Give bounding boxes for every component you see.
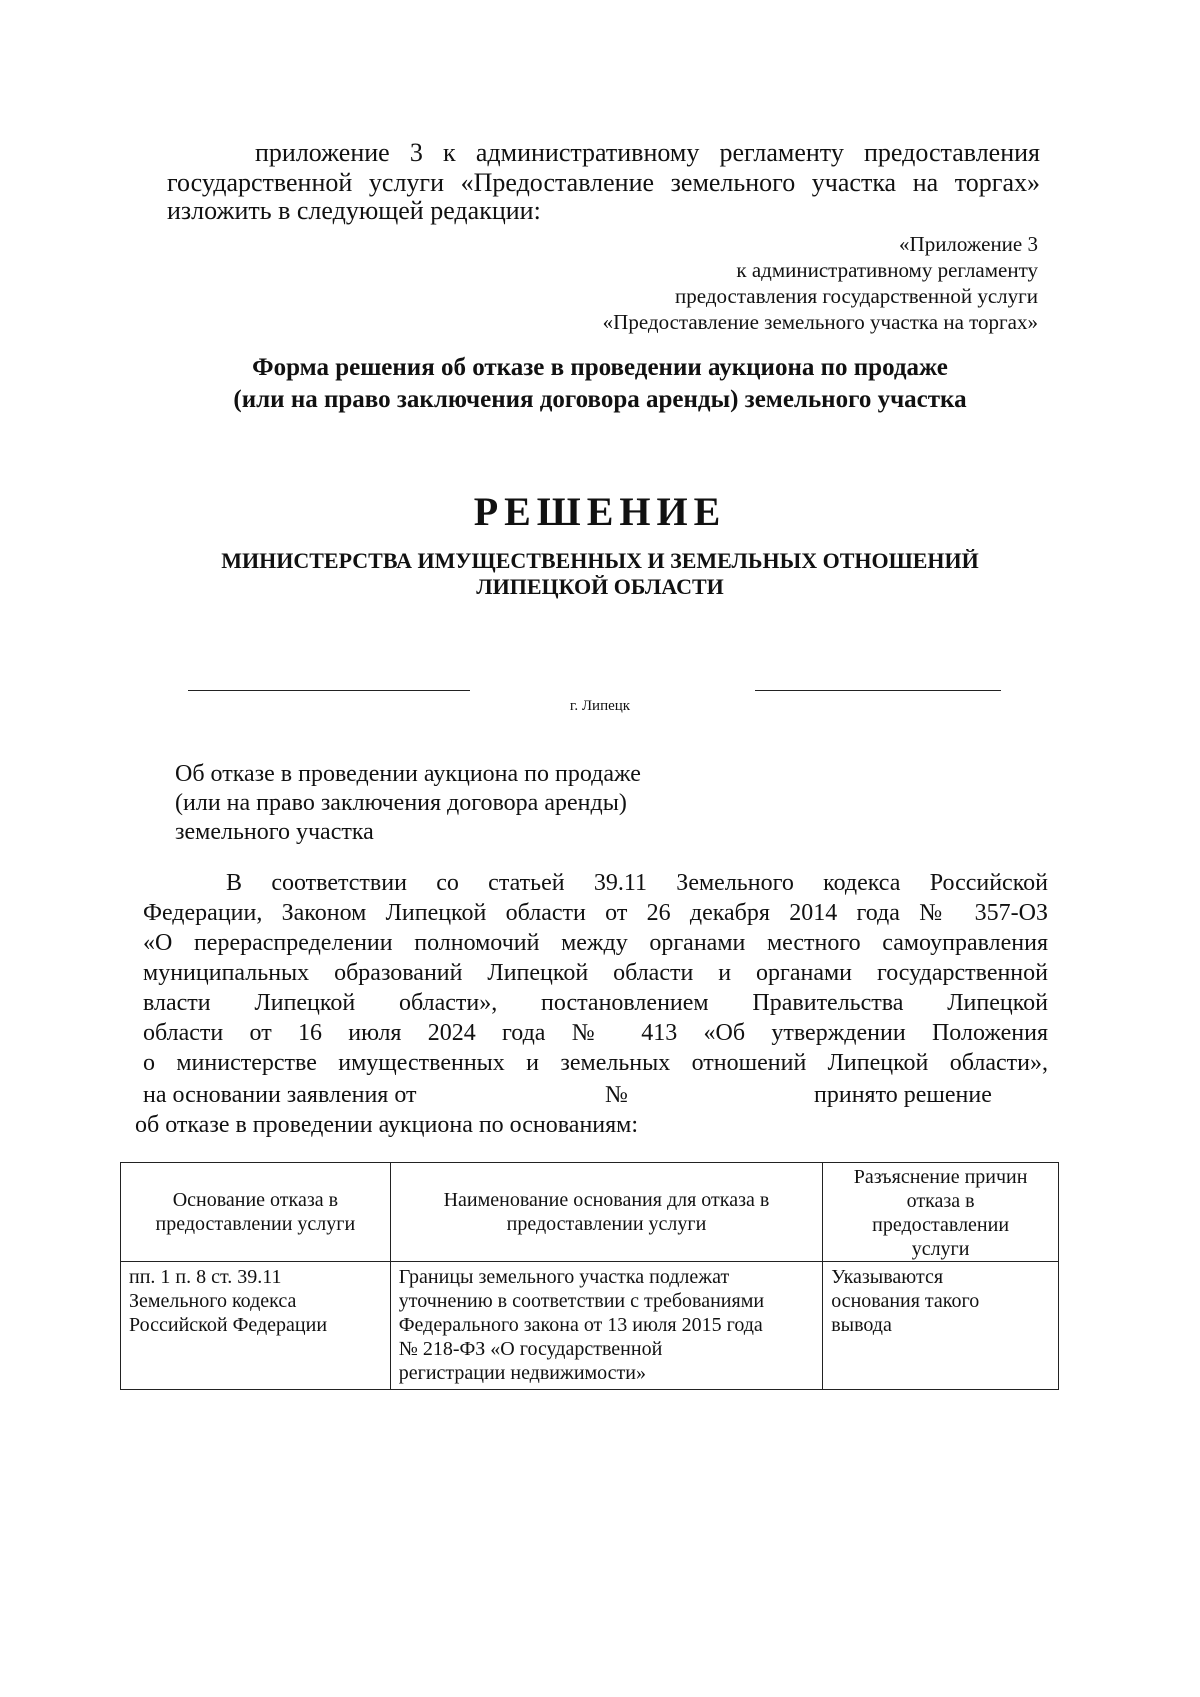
appendix-line-1: «Приложение 3 xyxy=(899,232,1038,256)
body-last-line: об отказе в проведении аукциона по основаниям: xyxy=(135,1112,639,1138)
intro-line-1: приложение 3 к административному регламенту предоставления xyxy=(255,138,1040,167)
appendix-line-3: предоставления государственной услуги xyxy=(675,284,1038,308)
appendix-line-4: «Предоставление земельного участка на торгах» xyxy=(602,310,1038,334)
subject-line-3: земельного участка xyxy=(175,819,374,845)
row-cell-explanation: Указываются основания такого вывода xyxy=(823,1262,1059,1390)
table-header-row xyxy=(121,1163,1059,1262)
row-cell-name: Границы земельного участка подлежат уточнению в соответствии с требованиями Федерального закона от 13 июля 2015 года № 218-ФЗ «О государственной регистрации недвижимости» xyxy=(390,1262,822,1390)
body-line-1: В соответствии со статьей 39.11 Земельного кодекса Российской xyxy=(226,870,1048,896)
header-cell-name: Наименование основания для отказа в предоставлении услуги xyxy=(390,1163,822,1262)
body-line-7: о министерстве имущественных и земельных отношений Липецкой области», xyxy=(143,1050,1048,1076)
body-line-6: области от 16 июля 2024 года № 413 «Об утверждении Положения xyxy=(143,1020,1048,1046)
appendix-line-2: к административному регламенту xyxy=(736,258,1038,282)
subject-line-2: (или на право заключения договора аренды) xyxy=(175,790,627,816)
body-line-2: Федерации, Законом Липецкой области от 26 декабря 2014 года № 357-ОЗ xyxy=(143,900,1048,926)
city-label: г. Липецк xyxy=(569,698,631,714)
subject-line-1: Об отказе в проведении аукциона по продаже xyxy=(175,761,641,787)
intro-line-2: государственной услуги «Предоставление земельного участка на торгах» xyxy=(167,168,1040,197)
table-row xyxy=(121,1262,1059,1390)
number-blank-line xyxy=(755,690,1001,691)
date-blank-line xyxy=(188,690,470,691)
header-cell-basis: Основание отказа в предоставлении услуги xyxy=(121,1163,391,1262)
header-cell-explanation: Разъяснение причин отказа в предоставлении услуги xyxy=(823,1163,1059,1262)
ministry-line-1: МИНИСТЕРСТВА ИМУЩЕСТВЕННЫХ И ЗЕМЕЛЬНЫХ ОТНОШЕНИЙ xyxy=(221,548,979,573)
ministry-line-2: ЛИПЕЦКОЙ ОБЛАСТИ xyxy=(476,574,724,599)
body-line-4: муниципальных образований Липецкой области и органами государственной xyxy=(143,960,1048,986)
decision-taken: принято решение xyxy=(814,1082,992,1108)
refusal-grounds-table xyxy=(120,1162,1059,1390)
form-title-line-1: Форма решения об отказе в проведении аукциона по продаже xyxy=(252,354,948,381)
intro-line-3: изложить в следующей редакции: xyxy=(167,196,541,225)
row-cell-basis: пп. 1 п. 8 ст. 39.11 Земельного кодекса Российской Федерации xyxy=(121,1262,391,1390)
body-line-3: «О перераспределении полномочий между органами местного самоуправления xyxy=(143,930,1048,956)
number-sign: № xyxy=(605,1082,628,1108)
body-line-5: власти Липецкой области», постановлением Правительства Липецкой xyxy=(143,990,1048,1016)
basis-prefix: на основании заявления от xyxy=(143,1082,417,1108)
decision-title: РЕШЕНИЕ xyxy=(473,489,727,534)
form-title-line-2: (или на право заключения договора аренды) земельного участка xyxy=(233,386,967,413)
